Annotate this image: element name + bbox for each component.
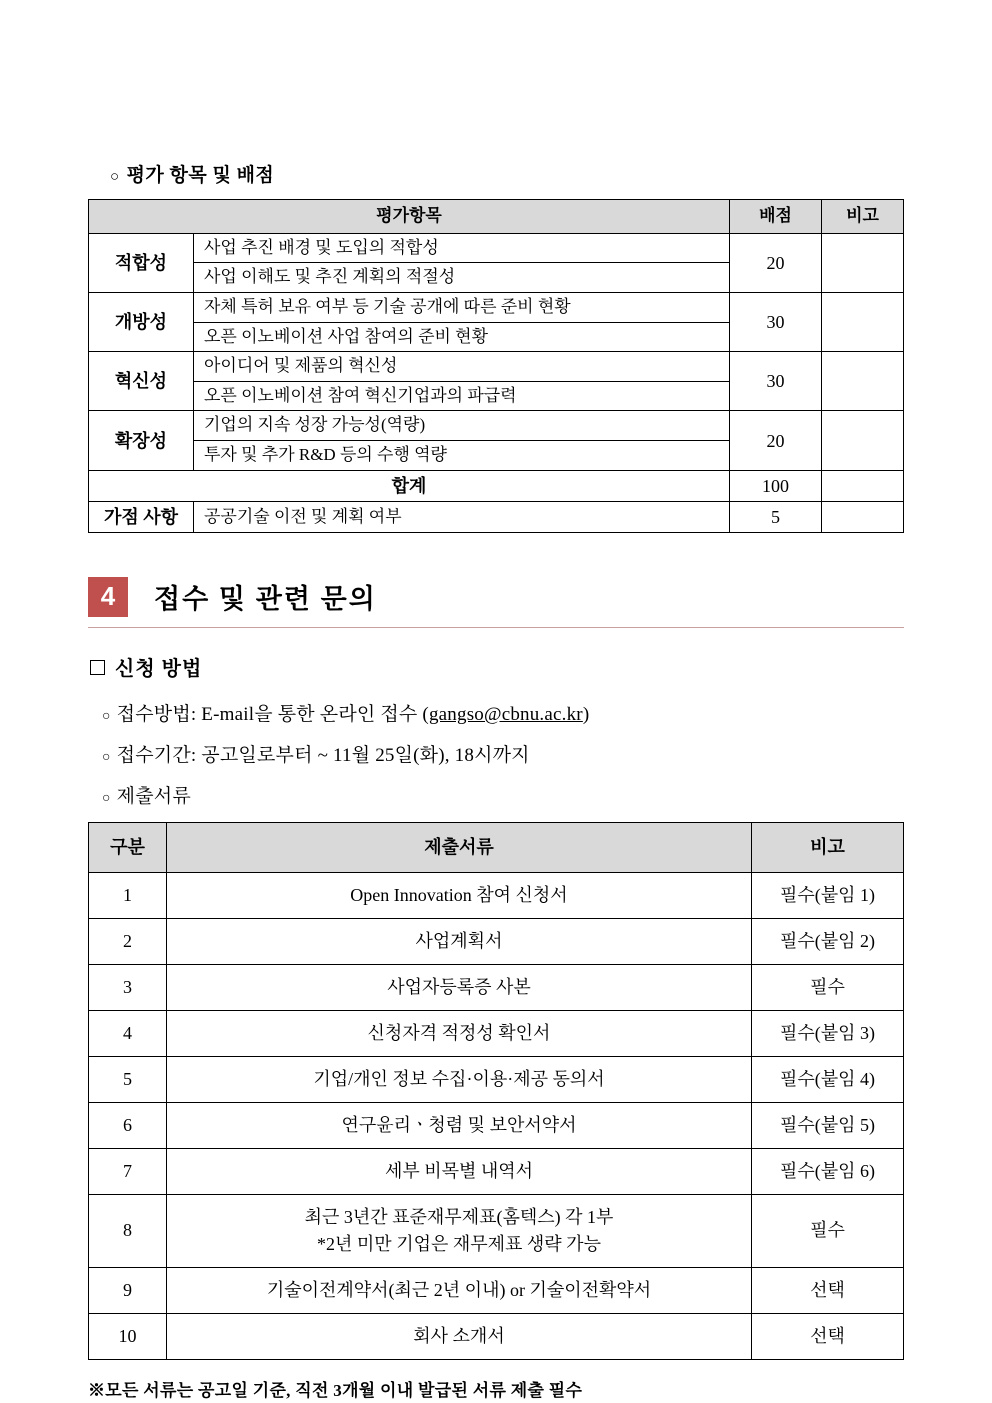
eval-item: 기업의 지속 성장 가능성(역량) [194,411,730,441]
doc-name: 세부 비목별 내역서 [167,1148,752,1194]
evaluation-heading [110,160,904,187]
doc-name: 신청자격 적정성 확인서 [167,1010,752,1056]
eval-total-score: 100 [730,470,822,501]
table-header-row [89,200,904,234]
doc-name: Open Innovation 참여 신청서 [167,872,752,918]
table-row [89,352,904,382]
eval-header-note: 비고 [822,200,904,234]
section-title: 접수 및 관련 문의 [154,584,377,615]
table-row [89,1102,904,1148]
eval-item: 투자 및 추가 R&D 등의 수행 역량 [194,441,730,471]
docs-header-note: 비고 [752,822,904,872]
doc-note: 필수(붙임 2) [752,918,904,964]
doc-no: 9 [89,1267,167,1313]
submission-method-line [102,699,904,726]
doc-no: 7 [89,1148,167,1194]
application-method-subheading [90,652,904,681]
doc-name: 연구윤리ㆍ청렴 및 보안서약서 [167,1102,752,1148]
eval-note [822,292,904,351]
table-row-bonus [89,501,904,532]
table-row [89,1148,904,1194]
submission-method-tail: ) [582,703,590,725]
doc-note: 필수(붙임 3) [752,1010,904,1056]
eval-category: 혁신성 [89,352,194,411]
submission-period-line [102,740,904,767]
circle-bullet-icon: ○ [102,790,111,806]
section-heading [88,577,904,628]
doc-name: 사업자등록증 사본 [167,964,752,1010]
contact-email-link[interactable]: gangso@cbnu.ac.kr [428,703,583,725]
doc-note: 필수(붙임 5) [752,1102,904,1148]
eval-note [822,233,904,292]
eval-total-note [822,470,904,501]
doc-name: 사업계획서 [167,918,752,964]
eval-bonus-score: 5 [730,501,822,532]
evaluation-table [88,199,904,533]
circle-bullet-icon: ○ [102,708,111,724]
eval-header-score: 배점 [730,200,822,234]
eval-score: 30 [730,292,822,351]
eval-note [822,411,904,470]
submission-period-text: 접수기간: 공고일로부터 ~ 11월 25일(화), 18시까지 [116,744,530,766]
table-row-total [89,470,904,501]
eval-bonus-note [822,501,904,532]
eval-category: 적합성 [89,233,194,292]
doc-name: 회사 소개서 [167,1313,752,1359]
table-row [89,411,904,441]
table-header-row [89,822,904,872]
submission-method-text: 접수방법: E-mail을 통한 온라인 접수 ( [116,703,429,725]
eval-item: 오픈 이노베이션 참여 혁신기업과의 파급력 [194,381,730,411]
table-row [89,918,904,964]
doc-note: 필수 [752,964,904,1010]
square-bullet-icon [90,660,105,675]
circle-bullet-icon: ○ [110,169,120,185]
eval-item: 사업 이해도 및 추진 계획의 적절성 [194,263,730,293]
eval-note [822,352,904,411]
eval-score: 20 [730,411,822,470]
doc-no: 8 [89,1194,167,1267]
table-row [89,1194,904,1267]
evaluation-heading-text: 평가 항목 및 배점 [126,165,275,186]
table-row [89,872,904,918]
doc-no: 10 [89,1313,167,1359]
doc-note: 필수 [752,1194,904,1267]
section-number-badge: 4 [88,577,128,617]
eval-score: 20 [730,233,822,292]
required-documents-line [102,781,904,808]
table-row [89,1010,904,1056]
doc-no: 4 [89,1010,167,1056]
circle-bullet-icon: ○ [102,749,111,765]
doc-name-secondary: *2년 미만 기업은 재무제표 생략 가능 [317,1233,601,1254]
doc-name-multiline [167,1194,752,1267]
doc-no: 3 [89,964,167,1010]
doc-note: 필수(붙임 4) [752,1056,904,1102]
eval-item: 아이디어 및 제품의 혁신성 [194,352,730,382]
doc-name: 기술이전계약서(최근 2년 이내) or 기술이전확약서 [167,1267,752,1313]
eval-score: 30 [730,352,822,411]
table-row [89,1313,904,1359]
eval-bonus-item: 공공기술 이전 및 계획 여부 [194,501,730,532]
eval-category: 확장성 [89,411,194,470]
doc-note: 필수(붙임 6) [752,1148,904,1194]
application-method-label: 신청 방법 [115,657,203,680]
doc-no: 1 [89,872,167,918]
eval-item: 사업 추진 배경 및 도입의 적합성 [194,233,730,263]
docs-header-doc: 제출서류 [167,822,752,872]
doc-no: 6 [89,1102,167,1148]
eval-category: 개방성 [89,292,194,351]
doc-note: 선택 [752,1267,904,1313]
doc-no: 5 [89,1056,167,1102]
eval-header-item: 평가항목 [89,200,730,234]
eval-item: 오픈 이노베이션 사업 참여의 준비 현황 [194,322,730,352]
docs-header-no: 구분 [89,822,167,872]
eval-item: 자체 특허 보유 여부 등 기술 공개에 따른 준비 현황 [194,292,730,322]
doc-no: 2 [89,918,167,964]
doc-note: 선택 [752,1313,904,1359]
eval-total-label: 합계 [89,470,730,501]
table-row [89,1267,904,1313]
doc-note: 필수(붙임 1) [752,872,904,918]
documents-table [88,822,904,1360]
table-row [89,964,904,1010]
doc-name: 기업/개인 정보 수집·이용·제공 동의서 [167,1056,752,1102]
table-row [89,1056,904,1102]
required-documents-label: 제출서류 [116,785,191,807]
table-row [89,233,904,263]
doc-name-primary: 최근 3년간 표준재무제표(홈텍스) 각 1부 [304,1206,614,1227]
documents-footnote: ※모든 서류는 공고일 기준, 직전 3개월 이내 발급된 서류 제출 필수 [88,1380,583,1400]
eval-bonus-label: 가점 사항 [89,501,194,532]
table-row [89,292,904,322]
